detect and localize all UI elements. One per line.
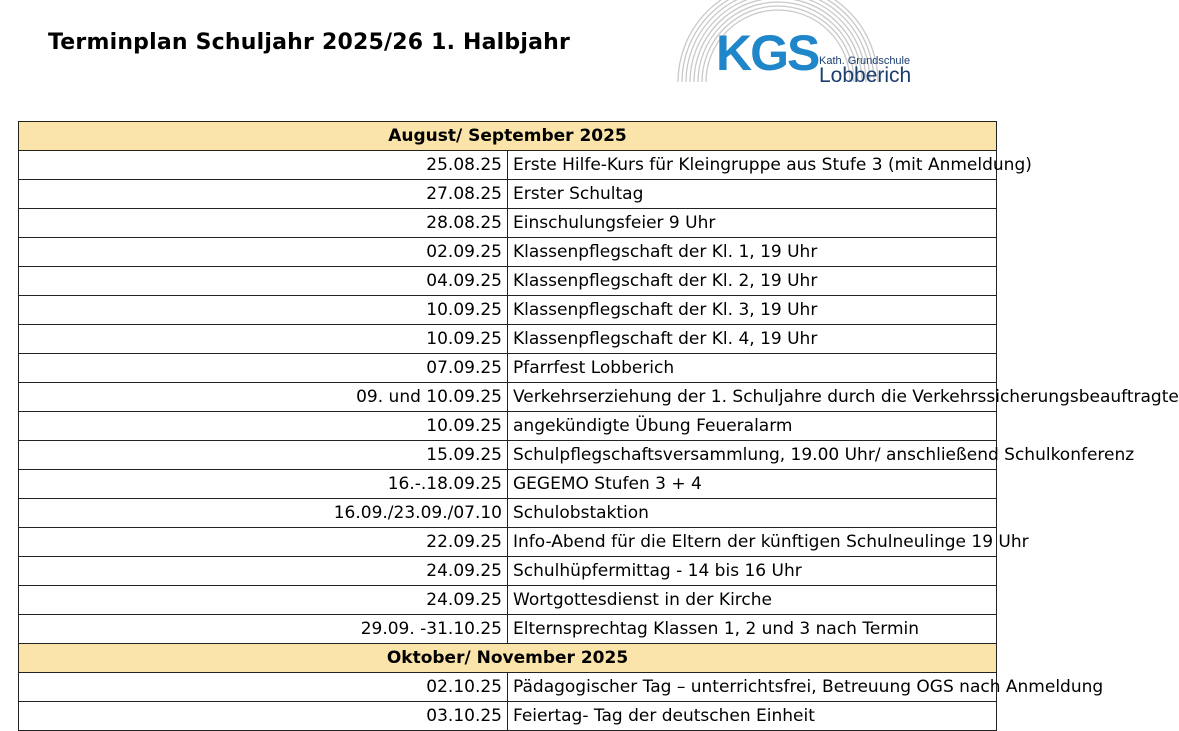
event-description: Info-Abend für die Eltern der künftigen Schulneulinge 19 Uhr <box>508 528 997 557</box>
table-row <box>19 441 997 470</box>
event-description: Klassenpflegschaft der Kl. 4, 19 Uhr <box>508 325 997 354</box>
event-description: Feiertag- Tag der deutschen Einheit <box>508 702 997 731</box>
table-row <box>19 470 997 499</box>
event-date: 07.09.25 <box>19 354 508 383</box>
table-row <box>19 673 997 702</box>
section-title: August/ September 2025 <box>19 122 997 151</box>
event-date: 02.10.25 <box>19 673 508 702</box>
section-title: Oktober/ November 2025 <box>19 644 997 673</box>
table-row <box>19 354 997 383</box>
event-date: 03.10.25 <box>19 702 508 731</box>
table-row <box>19 296 997 325</box>
event-date: 24.09.25 <box>19 557 508 586</box>
table-row <box>19 528 997 557</box>
event-date: 25.08.25 <box>19 151 508 180</box>
event-description: Klassenpflegschaft der Kl. 3, 19 Uhr <box>508 296 997 325</box>
table-row <box>19 412 997 441</box>
section-header-row <box>19 644 997 673</box>
event-date: 02.09.25 <box>19 238 508 267</box>
event-date: 15.09.25 <box>19 441 508 470</box>
event-description: Wortgottesdienst in der Kirche <box>508 586 997 615</box>
event-description: Verkehrserziehung der 1. Schuljahre durch die Verkehrssicherungsbeauftragte <box>508 383 997 412</box>
table-row <box>19 238 997 267</box>
event-description: angekündigte Übung Feueralarm <box>508 412 997 441</box>
event-description: Klassenpflegschaft der Kl. 2, 19 Uhr <box>508 267 997 296</box>
event-date: 10.09.25 <box>19 325 508 354</box>
table-row <box>19 586 997 615</box>
table-row <box>19 499 997 528</box>
event-description: Schulobstaktion <box>508 499 997 528</box>
table-row <box>19 702 997 731</box>
logo-letters: KGS <box>716 25 819 81</box>
logo-school-name: Lobberich <box>819 64 912 87</box>
event-description: Erste Hilfe-Kurs für Kleingruppe aus Stufe 3 (mit Anmeldung) <box>508 151 997 180</box>
event-date: 27.08.25 <box>19 180 508 209</box>
table-row <box>19 325 997 354</box>
event-description: Schulhüpfermittag - 14 bis 16 Uhr <box>508 557 997 586</box>
table-row <box>19 180 997 209</box>
event-description: Elternsprechtag Klassen 1, 2 und 3 nach Termin <box>508 615 997 644</box>
schedule-table <box>18 121 1179 731</box>
event-description: Klassenpflegschaft der Kl. 1, 19 Uhr <box>508 238 997 267</box>
event-date: 10.09.25 <box>19 296 508 325</box>
logo-subtitle: Kath. Grundschule <box>819 55 911 67</box>
event-date: 16.-.18.09.25 <box>19 470 508 499</box>
table-row <box>19 267 997 296</box>
table-row <box>19 209 997 238</box>
event-description: Erster Schultag <box>508 180 997 209</box>
table-row <box>19 615 997 644</box>
page-title: Terminplan Schuljahr 2025/26 1. Halbjahr <box>48 30 571 55</box>
event-description: Pfarrfest Lobberich <box>508 354 997 383</box>
section-header-row <box>19 122 997 151</box>
school-logo <box>668 0 938 92</box>
event-date: 22.09.25 <box>19 528 508 557</box>
event-description: Einschulungsfeier 9 Uhr <box>508 209 997 238</box>
event-description: Schulpflegschaftsversammlung, 19.00 Uhr/ anschließend Schulkonferenz <box>508 441 997 470</box>
table-row <box>19 557 997 586</box>
event-date: 16.09./23.09./07.10 <box>19 499 508 528</box>
event-description: Pädagogischer Tag – unterrichtsfrei, Betreuung OGS nach Anmeldung <box>508 673 997 702</box>
table-row <box>19 383 997 412</box>
event-date: 10.09.25 <box>19 412 508 441</box>
event-date: 04.09.25 <box>19 267 508 296</box>
table-row <box>19 151 997 180</box>
event-date: 29.09. -31.10.25 <box>19 615 508 644</box>
event-date: 24.09.25 <box>19 586 508 615</box>
event-date: 09. und 10.09.25 <box>19 383 508 412</box>
event-description: GEGEMO Stufen 3 + 4 <box>508 470 997 499</box>
event-date: 28.08.25 <box>19 209 508 238</box>
